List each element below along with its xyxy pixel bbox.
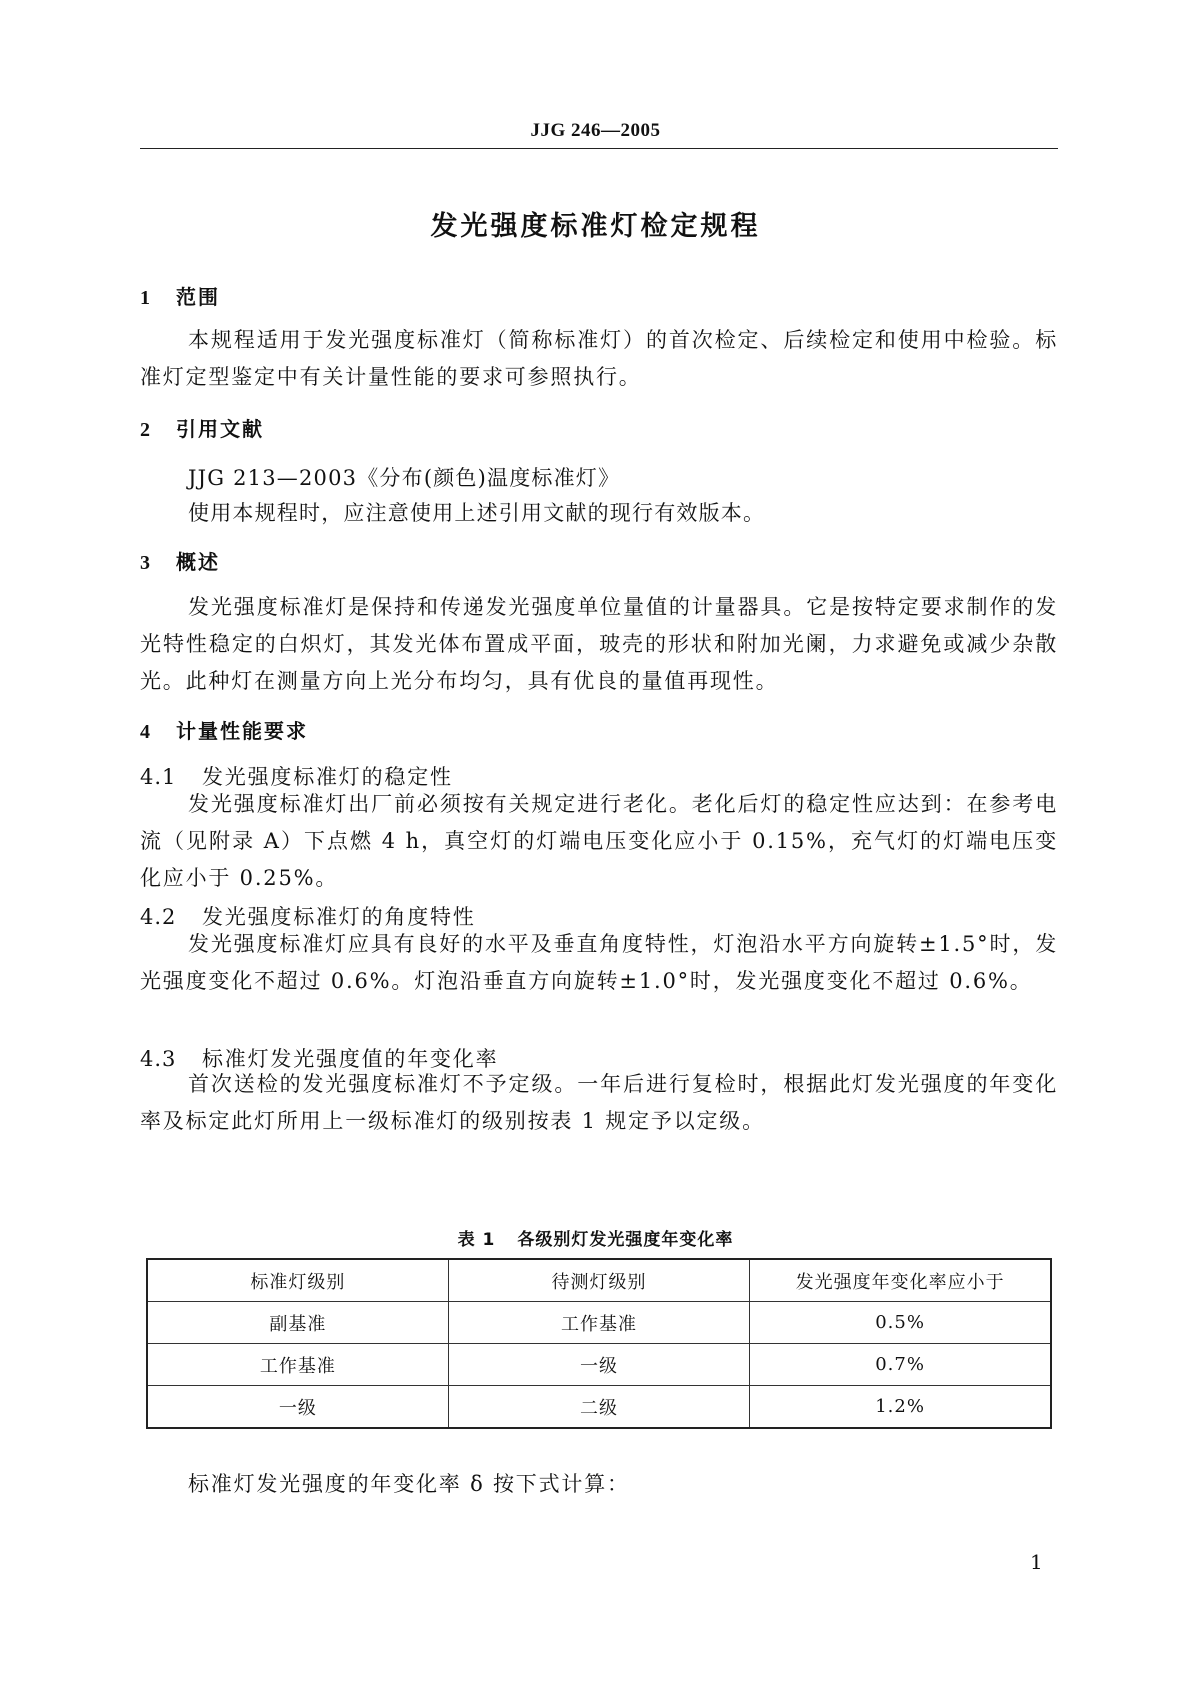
section-1-heading xyxy=(140,281,220,310)
document-title: 发光强度标准灯检定规程 xyxy=(430,211,761,242)
table-cell: 副基准 xyxy=(147,1302,448,1344)
table-caption xyxy=(0,1225,1191,1250)
annual-change-rate-table xyxy=(146,1258,1052,1429)
table-header-cell: 发光强度年变化率应小于 xyxy=(750,1259,1051,1302)
subsection-4-1-title: 发光强度标准灯的稳定性 xyxy=(202,765,453,789)
table-cell: 工作基准 xyxy=(448,1302,749,1344)
header-rule xyxy=(140,148,1058,149)
page-number: 1 xyxy=(1030,1550,1043,1574)
subsection-4-3-body: 首次送检的发光强度标准灯不予定级。一年后进行复检时，根据此灯发光强度的年变化率及标定此灯所用上一级标准灯的级别按表 1 规定予以定级。 xyxy=(140,1072,1058,1133)
table-cell: 一级 xyxy=(448,1344,749,1386)
table-cell: 一级 xyxy=(147,1386,448,1429)
table-number: 表 1 xyxy=(457,1230,496,1250)
section-2-number: 2 xyxy=(140,419,152,441)
subsection-4-3-title: 标准灯发光强度值的年变化率 xyxy=(202,1047,499,1071)
table-row xyxy=(147,1386,1051,1429)
section-4-number: 4 xyxy=(140,721,152,743)
section-3-number: 3 xyxy=(140,552,152,574)
table-row xyxy=(147,1344,1051,1386)
section-3-heading xyxy=(140,546,220,575)
table-header-cell: 待测灯级别 xyxy=(448,1259,749,1302)
table-header-cell: 标准灯级别 xyxy=(147,1259,448,1302)
section-3-body: 发光强度标准灯是保持和传递发光强度单位量值的计量器具。它是按特定要求制作的发光特性稳定的白炽灯，其发光体布置成平面，玻壳的形状和附加光阑，力求避免或减少杂散光。此种灯在测量方向上光分布均匀，具有优良的量值再现性。 xyxy=(140,595,1058,693)
table-cell: 二级 xyxy=(448,1386,749,1429)
table-row xyxy=(147,1302,1051,1344)
section-2-title: 引用文献 xyxy=(176,417,264,441)
table-cell: 工作基准 xyxy=(147,1344,448,1386)
table-cell: 0.7% xyxy=(750,1344,1051,1386)
table-title: 各级别灯发光强度年变化率 xyxy=(517,1230,734,1250)
section-4-title: 计量性能要求 xyxy=(176,719,308,743)
table-cell: 0.5% xyxy=(750,1302,1051,1344)
subsection-4-2-title: 发光强度标准灯的角度特性 xyxy=(202,905,476,929)
subsection-4-2-body: 发光强度标准灯应具有良好的水平及垂直角度特性，灯泡沿水平方向旋转±1.5°时，发光强度变化不超过 0.6%。灯泡沿垂直方向旋转±1.0°时，发光强度变化不超过 0.6%。 xyxy=(140,932,1058,993)
table-header-row xyxy=(147,1259,1051,1302)
reference-entry: JJG 213—2003《分布(颜色)温度标准灯》 xyxy=(188,466,621,490)
document-code: JJG 246—2005 xyxy=(530,120,661,141)
section-2-heading xyxy=(140,413,264,442)
section-1-number: 1 xyxy=(140,287,152,309)
formula-intro: 标准灯发光强度的年变化率 δ 按下式计算： xyxy=(188,1472,630,1496)
subsection-4-2-number: 4.2 xyxy=(140,905,177,929)
section-4-heading xyxy=(140,715,308,744)
reference-note: 使用本规程时，应注意使用上述引用文献的现行有效版本。 xyxy=(188,501,766,525)
table-cell: 1.2% xyxy=(750,1386,1051,1429)
section-1-body: 本规程适用于发光强度标准灯（简称标准灯）的首次检定、后续检定和使用中检验。标准灯定型鉴定中有关计量性能的要求可参照执行。 xyxy=(140,328,1058,389)
subsection-4-1-body: 发光强度标准灯出厂前必须按有关规定进行老化。老化后灯的稳定性应达到：在参考电流（见附录 A）下点燃 4 h，真空灯的灯端电压变化应小于 0.15%，充气灯的灯端电压变化应小于 0.25%。 xyxy=(140,792,1058,890)
subsection-4-3-number: 4.3 xyxy=(140,1047,177,1071)
section-3-title: 概述 xyxy=(176,550,220,574)
subsection-4-1-number: 4.1 xyxy=(140,765,177,789)
section-1-title: 范围 xyxy=(176,285,220,309)
